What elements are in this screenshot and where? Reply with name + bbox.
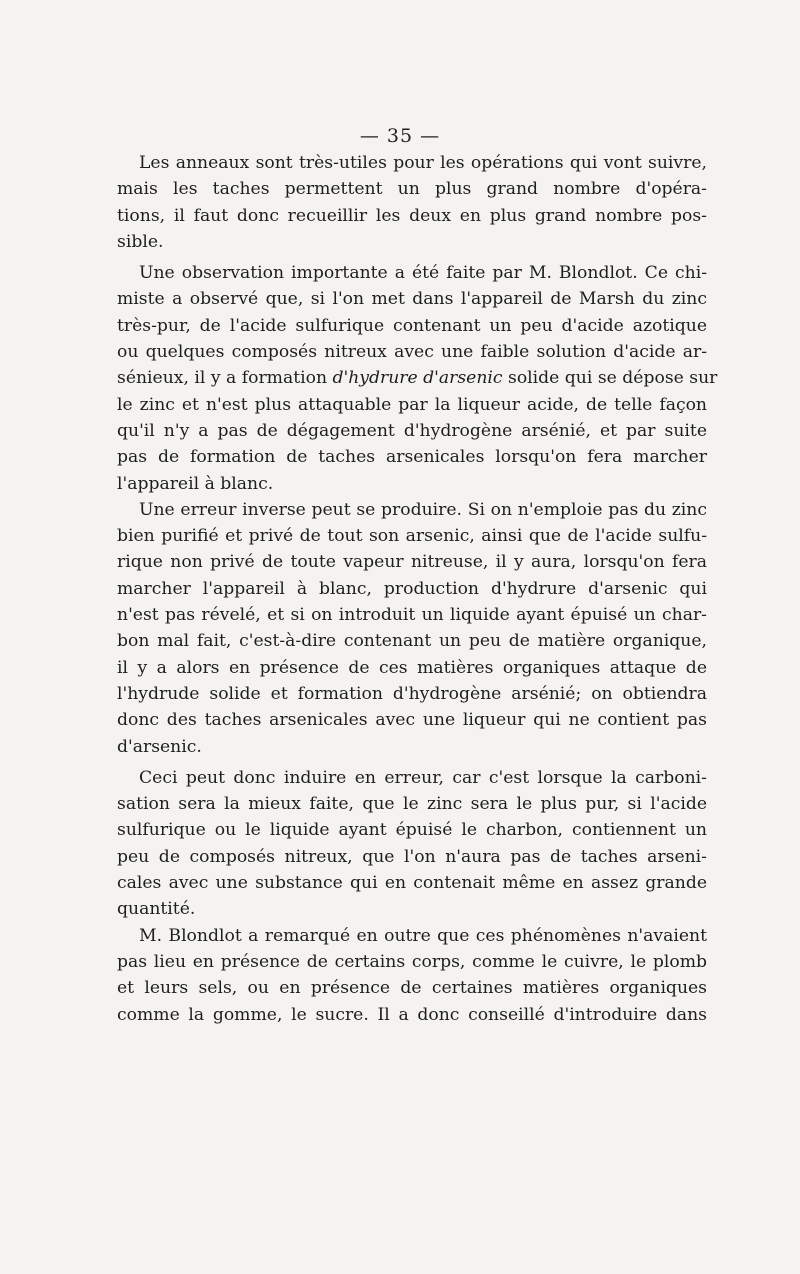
text-line: peu de composés nitreux, que l'on n'aura pas de taches arseni- [117,846,707,867]
text-line: pas de formation de taches arsenicales lorsqu'on fera marcher [117,447,707,468]
text-line: d'arsenic. [117,736,202,757]
text-line: tions, il faut donc recueillir les deux en plus grand nombre pos- [117,205,707,226]
text-line: donc des taches arsenicales avec une liqueur qui ne contient pas [117,710,707,731]
text-line: miste a observé que, si l'on met dans l'appareil de Marsh du zinc [117,289,707,310]
text-line: il y a alors en présence de ces matières organiques attaque de [117,657,707,678]
text-line: ou quelques composés nitreux avec une faible solution d'acide ar- [117,342,707,363]
text-line: sible. [117,231,164,252]
text-line: mais les taches permettent un plus grand nombre d'opéra- [117,179,707,200]
text-line: l'hydrude solide et formation d'hydrogène arsénié; on obtiendra [117,683,707,704]
text-segment: solide qui se dépose sur [502,368,718,389]
body-text [117,150,718,1028]
text-line: M. Blondlot a remarqué en outre que ces phénomènes n'avaient [139,925,707,946]
text-line: le zinc et n'est plus attaquable par la liqueur acide, de telle façon [117,394,707,415]
paragraph-5 [117,923,707,1028]
text-line: comme la gomme, le sucre. Il a donc conseillé d'introduire dans [117,1004,707,1025]
text-line: rique non privé de toute vapeur nitreuse, il y aura, lorsqu'on fera [117,552,707,573]
text-line: pas lieu en présence de certains corps, comme le cuivre, le plomb [117,951,707,972]
text-line: bien purifié et privé de tout son arsenic, ainsi que de l'acide sulfu- [117,526,707,547]
text-line: très-pur, de l'acide sulfurique contenant un peu d'acide azotique [117,315,707,336]
text-line: Ceci peut donc induire en erreur, car c'est lorsque la carboni- [139,767,707,788]
text-line [117,365,718,391]
text-line: marcher l'appareil à blanc, production d'hydrure d'arsenic qui [117,578,707,599]
text-line: quantité. [117,899,196,920]
italic-term: d'hydrure d'arsenic [332,368,503,389]
page-number: — 35 — [359,125,441,147]
text-line: et leurs sels, ou en présence de certaines matières organiques [117,978,707,999]
text-line: Une observation importante a été faite par M. Blondlot. Ce chi- [139,263,707,284]
text-line: sation sera la mieux faite, que le zinc sera le plus pur, si l'acide [117,794,707,815]
text-line: qu'il n'y a pas de dégagement d'hydrogène arsénié, et par suite [117,420,707,441]
text-segment: sénieux, il y a formation [117,368,333,389]
text-line: l'appareil à blanc. [117,473,274,494]
paragraph-1 [117,150,707,255]
text-line: n'est pas révelé, et si on introduit un liquide ayant épuisé un char- [117,605,707,626]
text-line: Une erreur inverse peut se produire. Si on n'emploie pas du zinc [139,499,707,520]
text-line: bon mal fait, c'est-à-dire contenant un peu de matière organique, [117,631,707,652]
paragraph-3 [117,497,707,760]
paragraph-2 [117,260,718,497]
text-line: sulfurique ou le liquide ayant épuisé le charbon, contiennent un [117,820,707,841]
paragraph-4 [117,765,707,923]
text-line: cales avec une substance qui en contenait même en assez grande [117,873,707,894]
text-line: Les anneaux sont très-utiles pour les opérations qui vont suivre, [139,153,707,173]
